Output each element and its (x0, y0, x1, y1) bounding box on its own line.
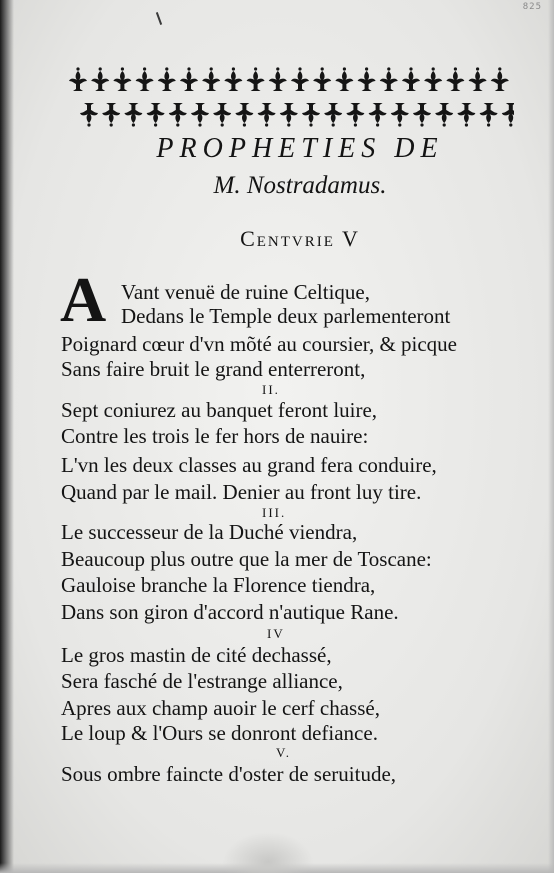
fleuron-ornament (69, 67, 87, 91)
fleuron-ornament (391, 103, 409, 127)
fleuron-ornament (457, 103, 475, 127)
fleuron-ornament (102, 103, 120, 127)
verse-line: Contre les trois le fer hors de nauire: (61, 424, 369, 448)
verse-line: Vant venuë de ruine Celtique, (121, 280, 371, 304)
century-heading: Centvrie V (240, 226, 360, 251)
fleuron-ornament (169, 103, 187, 127)
fleuron-ornament (258, 103, 276, 127)
verse-line: Le successeur de la Duché viendra, (61, 520, 358, 544)
corner-reference-number: 825 (522, 2, 542, 12)
fleuron-ornament (402, 67, 420, 91)
fleuron-ornament (346, 103, 364, 127)
verse-line: Sera fasché de l'estrange alliance, (61, 669, 343, 693)
fleuron-ornament (424, 67, 442, 91)
verse-line: Sous ombre faincte d'oster de seruitude, (61, 762, 397, 786)
page-left-edge-shadow (0, 0, 14, 873)
floral-ornament-band (68, 66, 514, 130)
fleuron-ornament (380, 67, 398, 91)
verse-line: Apres aux champ auoir le cerf chassé, (61, 696, 380, 720)
fleuron-ornament (124, 103, 142, 127)
verse-line: Le loup & l'Ours se donront defiance. (61, 721, 378, 745)
verse-line: Sans faire bruit le grand enterreront, (61, 357, 366, 381)
verse-line: Sept coniurez au banquet feront luire, (61, 398, 378, 422)
fleuron-ornament (469, 67, 487, 91)
fleuron-ornament (213, 103, 231, 127)
page-title: PROPHETIES DE (156, 133, 444, 164)
fleuron-ornament (369, 103, 387, 127)
fleuron-ornament (235, 103, 253, 127)
fleuron-ornament (358, 67, 376, 91)
fleuron-ornament (446, 67, 464, 91)
fleuron-ornament (435, 103, 453, 127)
fleuron-ornament (113, 67, 131, 91)
verse-line: L'vn les deux classes au grand fera conduire, (61, 453, 437, 477)
verse-line: Poignard cœur d'vn mõté au coursier, & picque (61, 332, 458, 356)
verse-line: Le gros mastin de cité dechassé, (61, 643, 332, 667)
fleuron-ornament (291, 67, 309, 91)
fleuron-ornament (280, 103, 298, 127)
thumb-shadow (222, 832, 314, 873)
quatrain-numeral: III. (262, 505, 287, 520)
drop-cap: A (60, 264, 107, 335)
page-right-edge (548, 0, 554, 873)
fleuron-ornament (502, 103, 514, 127)
fleuron-ornament (302, 103, 320, 127)
fleuron-ornament (413, 103, 431, 127)
fleuron-ornament (313, 67, 331, 91)
fleuron-ornament (158, 67, 176, 91)
verse-line: Gauloise branche la Florence tiendra, (61, 573, 376, 597)
quatrain-numeral: II. (262, 382, 280, 397)
verse-line: Beaucoup plus outre que la mer de Toscane: (61, 547, 432, 571)
quatrain-numeral: IV (267, 626, 285, 641)
fleuron-ornament (269, 67, 287, 91)
author-name: M. Nostradamus. (213, 172, 387, 199)
fleuron-ornament (202, 67, 220, 91)
fleuron-ornament (324, 103, 342, 127)
fleuron-ornament (224, 67, 242, 91)
fleuron-ornament (491, 67, 509, 91)
fleuron-ornament (335, 67, 353, 91)
fleuron-ornament (180, 67, 198, 91)
fleuron-ornament (191, 103, 209, 127)
ink-mark (156, 12, 162, 25)
fleuron-ornament (247, 67, 265, 91)
fleuron-ornament (91, 67, 109, 91)
fleuron-ornament (147, 103, 165, 127)
fleuron-ornament (136, 67, 154, 91)
verse-line: Quand par le mail. Denier au front luy tire. (61, 480, 422, 504)
quatrain-numeral: V. (276, 745, 291, 760)
fleuron-ornament (80, 103, 98, 127)
verse-line: Dans son giron d'accord n'autique Rane. (61, 600, 399, 624)
verse-line: Dedans le Temple deux parlementeront (121, 304, 451, 328)
fleuron-ornament (480, 103, 498, 127)
